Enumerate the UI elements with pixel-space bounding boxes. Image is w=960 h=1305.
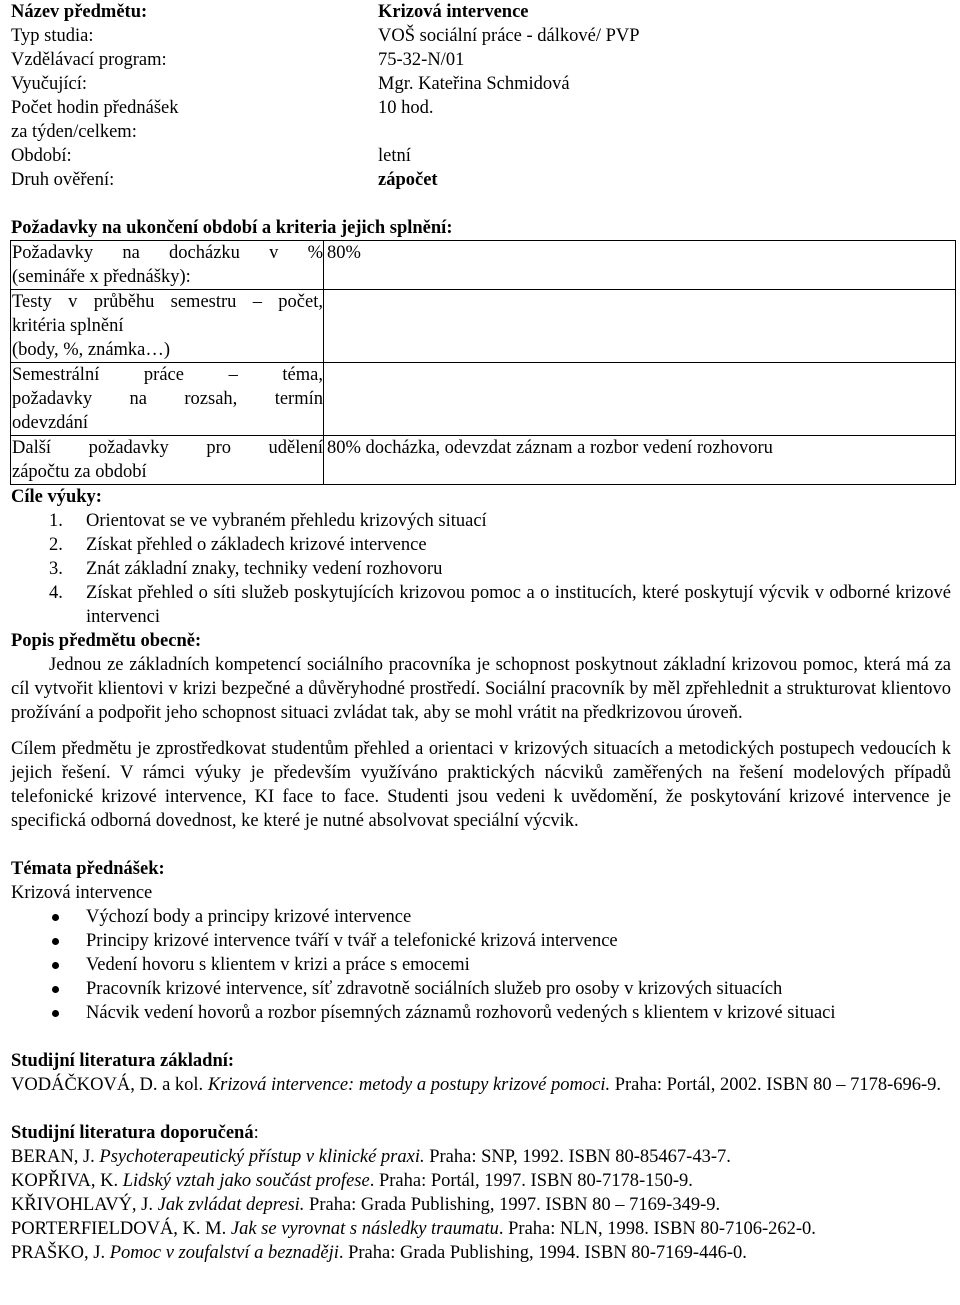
literature-entry [11, 1073, 951, 1097]
lit-title: Psychoterapeutický přístup v klinické praxi. [99, 1147, 425, 1167]
lit-publisher: . Praha: NLN, 1998. ISBN 80-7106-262-0. [498, 1219, 816, 1239]
bullet-icon [52, 1010, 59, 1017]
item-number: 4. [49, 583, 63, 603]
item-text: Vedení hovoru s klientem v krizi a práce s emocemi [86, 955, 470, 975]
syllabus-page [11, 0, 951, 1265]
table-row [11, 241, 956, 290]
info-value: 75-32-N/01 [378, 50, 465, 70]
literature-entry [11, 1193, 951, 1217]
list-item [11, 1001, 951, 1025]
requirement-value: 80% docházka, odevzdat záznam a rozbor vedení rozhovoru [324, 436, 956, 485]
spacer [11, 725, 951, 737]
list-item [11, 509, 951, 533]
literature-basic-heading: Studijní literatura základní: [11, 1051, 235, 1071]
info-value: Krizová intervence [378, 2, 529, 22]
info-value: letní [378, 146, 411, 166]
label-line: kritéria splnění [12, 316, 124, 336]
literature-entry [11, 1217, 951, 1241]
list-item [11, 929, 951, 953]
lit-author: KŘIVOHLAVÝ, J. [11, 1195, 158, 1215]
label-line: Další požadavky pro udělení [12, 438, 323, 458]
spacer [11, 1097, 951, 1121]
info-row [11, 72, 951, 96]
info-value: VOŠ sociální práce - dálkové/ PVP [378, 26, 640, 46]
info-label: Typ studia: [11, 26, 94, 46]
literature-extra-heading [11, 1121, 951, 1145]
requirement-value: 80% [324, 241, 956, 290]
lit-author: BERAN, J. [11, 1147, 100, 1167]
label-line: Semestrální práce – téma, [12, 365, 323, 385]
topics-list [11, 905, 951, 1025]
literature-entry [11, 1145, 951, 1169]
heading-text: Studijní literatura doporučená [11, 1123, 254, 1143]
topics-heading: Témata přednášek: [11, 859, 165, 879]
info-row [11, 120, 951, 144]
label-line: (body, %, známka…) [12, 340, 171, 360]
list-item [11, 533, 951, 557]
requirements-heading: Požadavky na ukončení období a kriteria jejich splnění: [11, 218, 453, 238]
table-row [11, 436, 956, 485]
info-label: Druh ověření: [11, 170, 115, 190]
lit-publisher: Praha: SNP, 1992. ISBN 80-85467-43-7. [424, 1147, 731, 1167]
item-text: Nácvik vedení hovorů a rozbor písemných záznamů rozhovorů vedených s klientem v krizové situaci [86, 1003, 836, 1023]
label-line: Testy v průběhu semestru – počet, [12, 292, 323, 312]
spacer [11, 833, 951, 857]
list-item [11, 557, 951, 581]
lit-author: PRAŠKO, J. [11, 1243, 110, 1263]
item-text: Získat přehled o základech krizové intervence [86, 535, 427, 555]
lit-author: KOPŘIVA, K. [11, 1171, 123, 1191]
requirement-label [11, 290, 324, 363]
label-line: zápočtu za období [12, 462, 147, 482]
info-row [11, 0, 951, 24]
description-paragraph: Cílem předmětu je zprostředkovat studentům přehled a orientaci v krizových situacích a metodických postupech vedoucích k jejich řešení. V rámci výuky je především využíváno praktických nácviků zaměřených na řešení modelových případů telefonické krizové intervence, KI face to face. Studenti jsou vedeni k uvědomění, že poskytování krizové intervence je specifická odborná dovednost, ke které je nutné absolvovat speciální výcvik. [11, 739, 951, 831]
info-row [11, 24, 951, 48]
requirement-value [324, 363, 956, 436]
info-label: za týden/celkem: [11, 122, 137, 142]
requirement-label [11, 363, 324, 436]
info-label: Vzdělávací program: [11, 50, 167, 70]
lit-publisher: . Praha: Grada Publishing, 1994. ISBN 80-7169-446-0. [338, 1243, 747, 1263]
item-number: 1. [49, 511, 63, 531]
requirement-label [11, 436, 324, 485]
requirement-label [11, 241, 324, 290]
bullet-icon [52, 962, 59, 969]
description-paragraph: Jednou ze základních kompetencí sociálního pracovníka je schopnost poskytnout základní krizovou pomoc, která má za cíl vytvořit klientovi v krizi bezpečné a důvěryhodné prostředí. Sociální pracovník by měl zpřehlednit a strukturovat klientovo prožívání a podpořit jeho schopnost situaci zvládat tak, aby se mohl vrátit na předkrizovou úroveň. [11, 655, 951, 723]
lit-author: VODÁČKOVÁ, D. a kol. [11, 1075, 208, 1095]
lit-title: Jak se vyrovnat s následky traumatu [230, 1219, 499, 1239]
heading-suffix: : [253, 1123, 259, 1143]
course-info [11, 0, 951, 192]
bullet-icon [52, 938, 59, 945]
list-item [11, 581, 951, 629]
bullet-icon [52, 914, 59, 921]
lit-publisher: . Praha: Portál, 1997. ISBN 80-7178-150-9. [369, 1171, 693, 1191]
spacer [11, 192, 951, 216]
lit-publisher: Praha: Grada Publishing, 1997. ISBN 80 – 7169-349-9. [304, 1195, 721, 1215]
list-item [11, 977, 951, 1001]
info-value: Mgr. Kateřina Schmidová [378, 74, 570, 94]
info-label: Období: [11, 146, 72, 166]
spacer [11, 1025, 951, 1049]
info-row [11, 96, 951, 120]
lit-title: Pomoc v zoufalství a beznaději [109, 1243, 339, 1263]
goals-list [11, 509, 951, 629]
lit-title: Lidský vztah jako součást profese [122, 1171, 370, 1191]
description-heading: Popis předmětu obecně: [11, 631, 202, 651]
lit-title: Jak zvládat depresi. [157, 1195, 305, 1215]
table-row [11, 290, 956, 363]
literature-entry [11, 1169, 951, 1193]
label-line: Požadavky na docházku v % [12, 243, 323, 263]
item-number: 3. [49, 559, 63, 579]
label-line: (semináře x přednášky): [12, 267, 191, 287]
info-row [11, 48, 951, 72]
info-label: Počet hodin přednášek [11, 98, 179, 118]
info-label: Název předmětu: [11, 2, 148, 22]
requirement-value [324, 290, 956, 363]
list-item [11, 905, 951, 929]
list-item [11, 953, 951, 977]
item-text: Výchozí body a principy krizové intervence [86, 907, 412, 927]
item-text: Principy krizové intervence tváří v tvář a telefonické krizová intervence [86, 931, 618, 951]
info-row [11, 168, 951, 192]
info-value: 10 hod. [378, 98, 434, 118]
info-label: Vyučující: [11, 74, 88, 94]
item-text: Znát základní znaky, techniky vedení rozhovoru [86, 559, 443, 579]
label-line: požadavky na rozsah, termín [12, 389, 323, 409]
item-number: 2. [49, 535, 63, 555]
lit-publisher: Praha: Portál, 2002. ISBN 80 – 7178-696-9. [610, 1075, 942, 1095]
lit-author: PORTERFIELDOVÁ, K. M. [11, 1219, 231, 1239]
info-row [11, 144, 951, 168]
info-value: zápočet [378, 170, 438, 190]
requirements-table [10, 240, 956, 485]
bullet-icon [52, 986, 59, 993]
lit-title: Krizová intervence: metody a postupy krizové pomoci. [207, 1075, 611, 1095]
table-row [11, 363, 956, 436]
literature-entry [11, 1241, 951, 1265]
topics-subheading: Krizová intervence [11, 883, 153, 903]
goals-heading: Cíle výuky: [11, 487, 102, 507]
label-line: odevzdání [12, 413, 89, 433]
item-text: Pracovník krizové intervence, síť zdravotně sociálních služeb pro osoby v krizových situacích [86, 979, 783, 999]
item-text: Získat přehled o síti služeb poskytujících krizovou pomoc a o institucích, které poskytují výcvik v odborné krizové intervenci [86, 583, 951, 627]
item-text: Orientovat se ve vybraném přehledu krizových situací [86, 511, 487, 531]
